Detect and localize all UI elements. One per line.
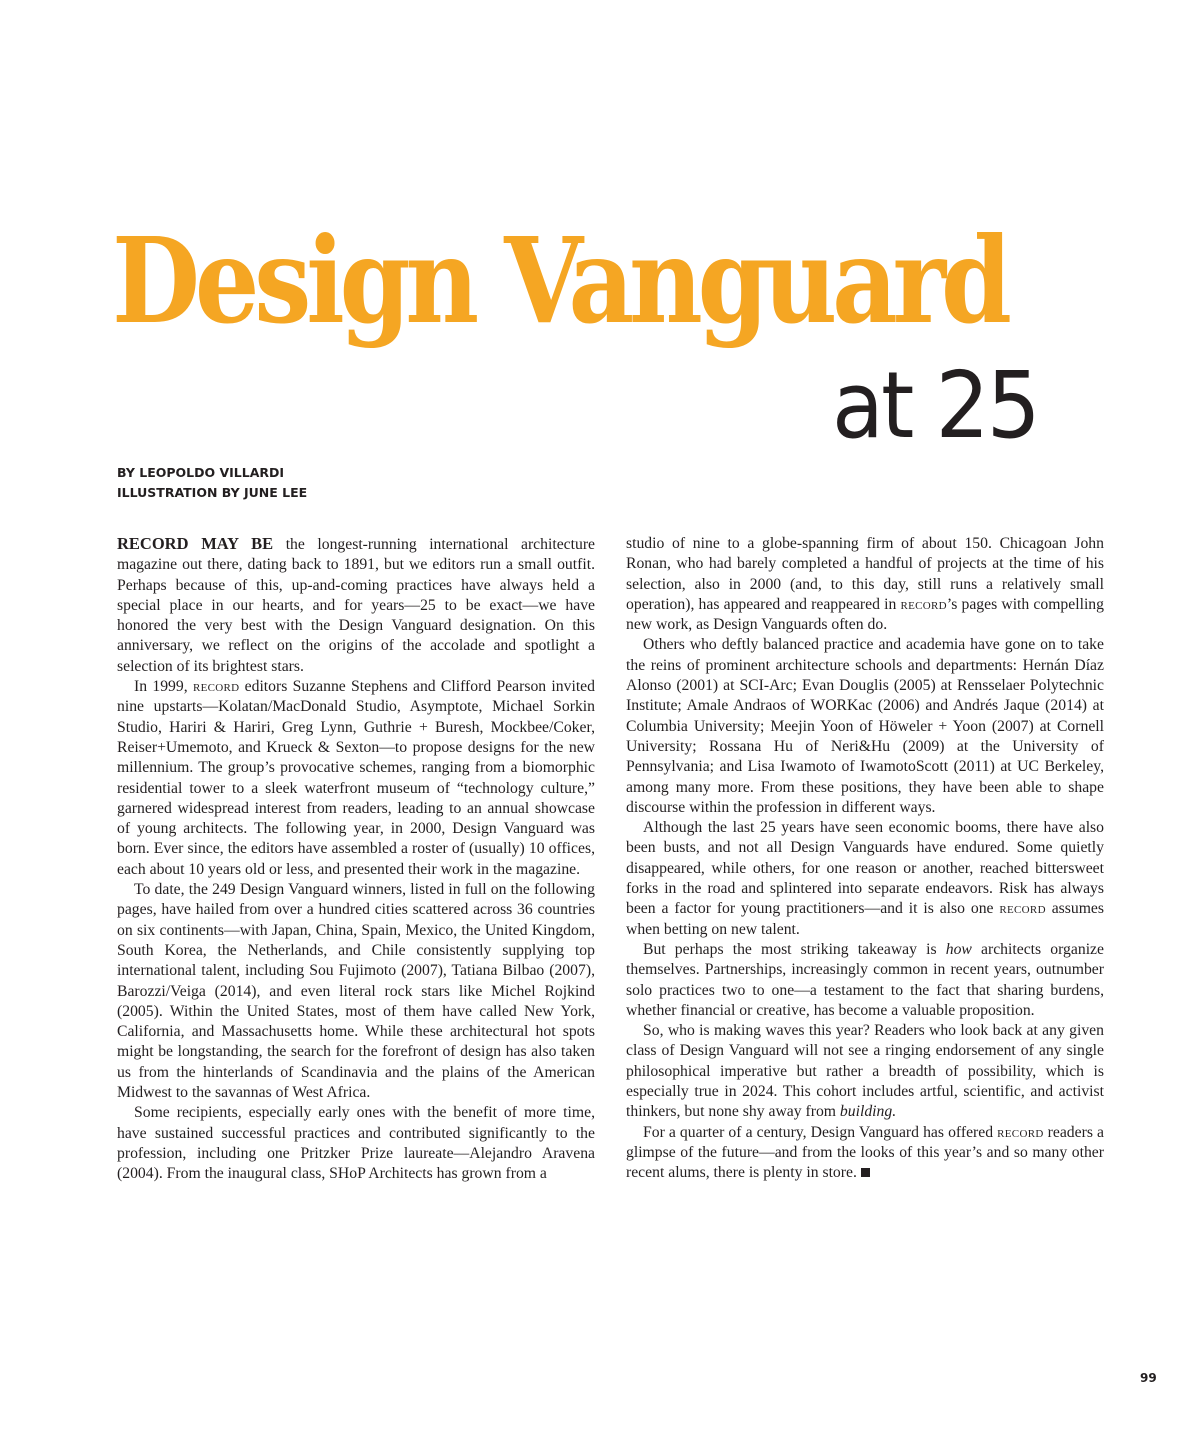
author-credit: BY LEOPOLDO VILLARDI bbox=[117, 465, 285, 480]
paragraph-text: readers a glimpse of the future—and from the looks of this year’s and so many other recent alums, there is plenty in store. bbox=[626, 1123, 1104, 1182]
paragraph: Others who deftly balanced practice and academia have gone on to take the reins of prominent architecture schools and departments: Hernán Díaz Alonso (2001) at SCI-Arc; Evan Douglis (2005) at Rensselaer Polytechnic Institute; Amale Andraos of WORKac (2006) and Andrés Jaque (2014) at Columbia University; Meejin Yoon of Höweler + Yoon (2007) at Cornell University; Rossana Hu of Neri&Hu (2009) at the University of Pennsylvania; and Lisa Iwamoto of IwamotoScott (2011) at UC Berkeley, among many more. From these positions, they have been able to shape discourse within the profession in different ways. bbox=[626, 636, 1104, 816]
paragraph-text: the longest-running international architecture magazine out there, dating back to 1891, but we editors run a small outfit. Perhaps because of this, up-and-coming practices have always held a special place in our hearts, and for years—25 to be exact—we have honored the very best with the Design Vanguard designation. On this anniversary, we reflect on the origins of the accolade and spotlight a selection of its brightest stars. bbox=[117, 536, 596, 675]
paragraph-text: Although the last 25 years have seen economic booms, there have also been busts, and not all Design Vanguards have endured. Some quietly disappeared, while others, for one reason or another, reached bittersweet forks in the road and splintered into separate endeavors. Risk has always been a factor for young practitioners—and it is also one bbox=[626, 819, 1104, 918]
paragraph bbox=[626, 1123, 1104, 1184]
record-smallcaps: record bbox=[192, 678, 240, 696]
emphasis: how bbox=[945, 940, 972, 958]
page-number: 99 bbox=[1140, 1371, 1157, 1385]
illustration-credit: ILLUSTRATION BY JUNE LEE bbox=[117, 485, 308, 500]
record-smallcaps: record bbox=[900, 595, 947, 613]
paragraph-text: In 1999, bbox=[134, 678, 193, 696]
headline: Design Vanguard bbox=[112, 211, 1007, 350]
paragraph bbox=[626, 1021, 1104, 1122]
paragraph-text: assumes when betting on new talent. bbox=[626, 900, 1104, 938]
paragraph bbox=[117, 677, 595, 880]
paragraph-text: For a quarter of a century, Design Vanguard has offered bbox=[643, 1123, 998, 1141]
paragraph bbox=[626, 940, 1104, 1021]
paragraph: To date, the 249 Design Vanguard winners, listed in full on the following pages, have hailed from over a hundred cities scattered across 36 countries on six continents—with Japan, China, Spain, Mexico, the United Kingdom, South Korea, the Netherlands, and Chile consistently supplying top international talent, including Sou Fujimoto (2007), Tatiana Bilbao (2007), Barozzi/Veiga (2014), and even literal rock stars like Michel Rojkind (2005). Within the United States, most of them have called New York, California, and Massachusetts home. While these architectural hot spots might be longstanding, the search for the forefront of design has also taken us from the hinterlands of Scandinavia and the plains of the American Midwest to the savannas of West Africa. bbox=[117, 881, 595, 1102]
paragraph-text: So, who is making waves this year? Readers who look back at any given class of Design Vanguard will not see a ringing endorsement of any single philosophical imperative but rather a breadth of possibility, which is especially true in 2024. This cohort includes artful, scientific, and activist thinkers, but none shy away from bbox=[626, 1022, 1104, 1121]
paragraph-text: ’s pages with compelling new work, as Design Vanguards often do. bbox=[626, 595, 1104, 634]
byline bbox=[117, 463, 307, 503]
paragraph-text: architects organize themselves. Partnerships, increasingly common in recent years, outnumber solo practices two to one—a testament to the fact that sharing burdens, whether financial or creative, has become a valuable proposition. bbox=[626, 940, 1104, 1019]
headline-subtitle: at 25 bbox=[832, 352, 1038, 459]
emphasis: building. bbox=[839, 1103, 897, 1121]
article-column-right bbox=[626, 534, 1104, 1184]
lead-in: RECORD MAY BE bbox=[117, 534, 274, 553]
end-mark-icon bbox=[861, 1168, 870, 1177]
paragraph bbox=[117, 534, 595, 677]
paragraph-text: studio of nine to a globe-spanning firm of about 150. Chicagoan John Ronan, who had barely completed a handful of projects at the time of his selection, also in 2000 (and, to this day, still runs a relatively small operation), has appeared and reappeared in bbox=[626, 535, 1104, 613]
record-smallcaps: record bbox=[997, 1123, 1044, 1141]
record-smallcaps: record bbox=[999, 900, 1046, 918]
paragraph: Some recipients, especially early ones with the benefit of more time, have sustained successful practices and contributed significantly to the profession, including one Pritzker Prize laureate—Alejandro Aravena (2004). From the inaugural class, SHoP Architects has grown from a bbox=[117, 1104, 595, 1183]
paragraph bbox=[626, 534, 1104, 635]
article-column-left bbox=[117, 534, 595, 1185]
paragraph-text: But perhaps the most striking takeaway is bbox=[643, 940, 946, 958]
paragraph bbox=[626, 818, 1104, 940]
paragraph-text: editors Suzanne Stephens and Clifford Pearson invited nine upstarts—Kolatan/MacDonald Studio, Asymptote, Michael Sorkin Studio, Hariri & Hariri, Greg Lynn, Guthrie + Buresh, Mockbee/Coker, Reiser+Umemoto, and Krueck & Sexton—to propose designs for the new millennium. The group’s provocative schemes, ranging from a biomorphic residential tower to a sleek waterfront museum of “technology culture,” garnered widespread interest from readers, leading to an annual showcase of young architects. The following year, in 2000, Design Vanguard was born. Ever since, the editors have assembled a roster of (usually) 10 offices, each about 10 years old or less, and presented their work in the magazine. bbox=[117, 678, 595, 878]
